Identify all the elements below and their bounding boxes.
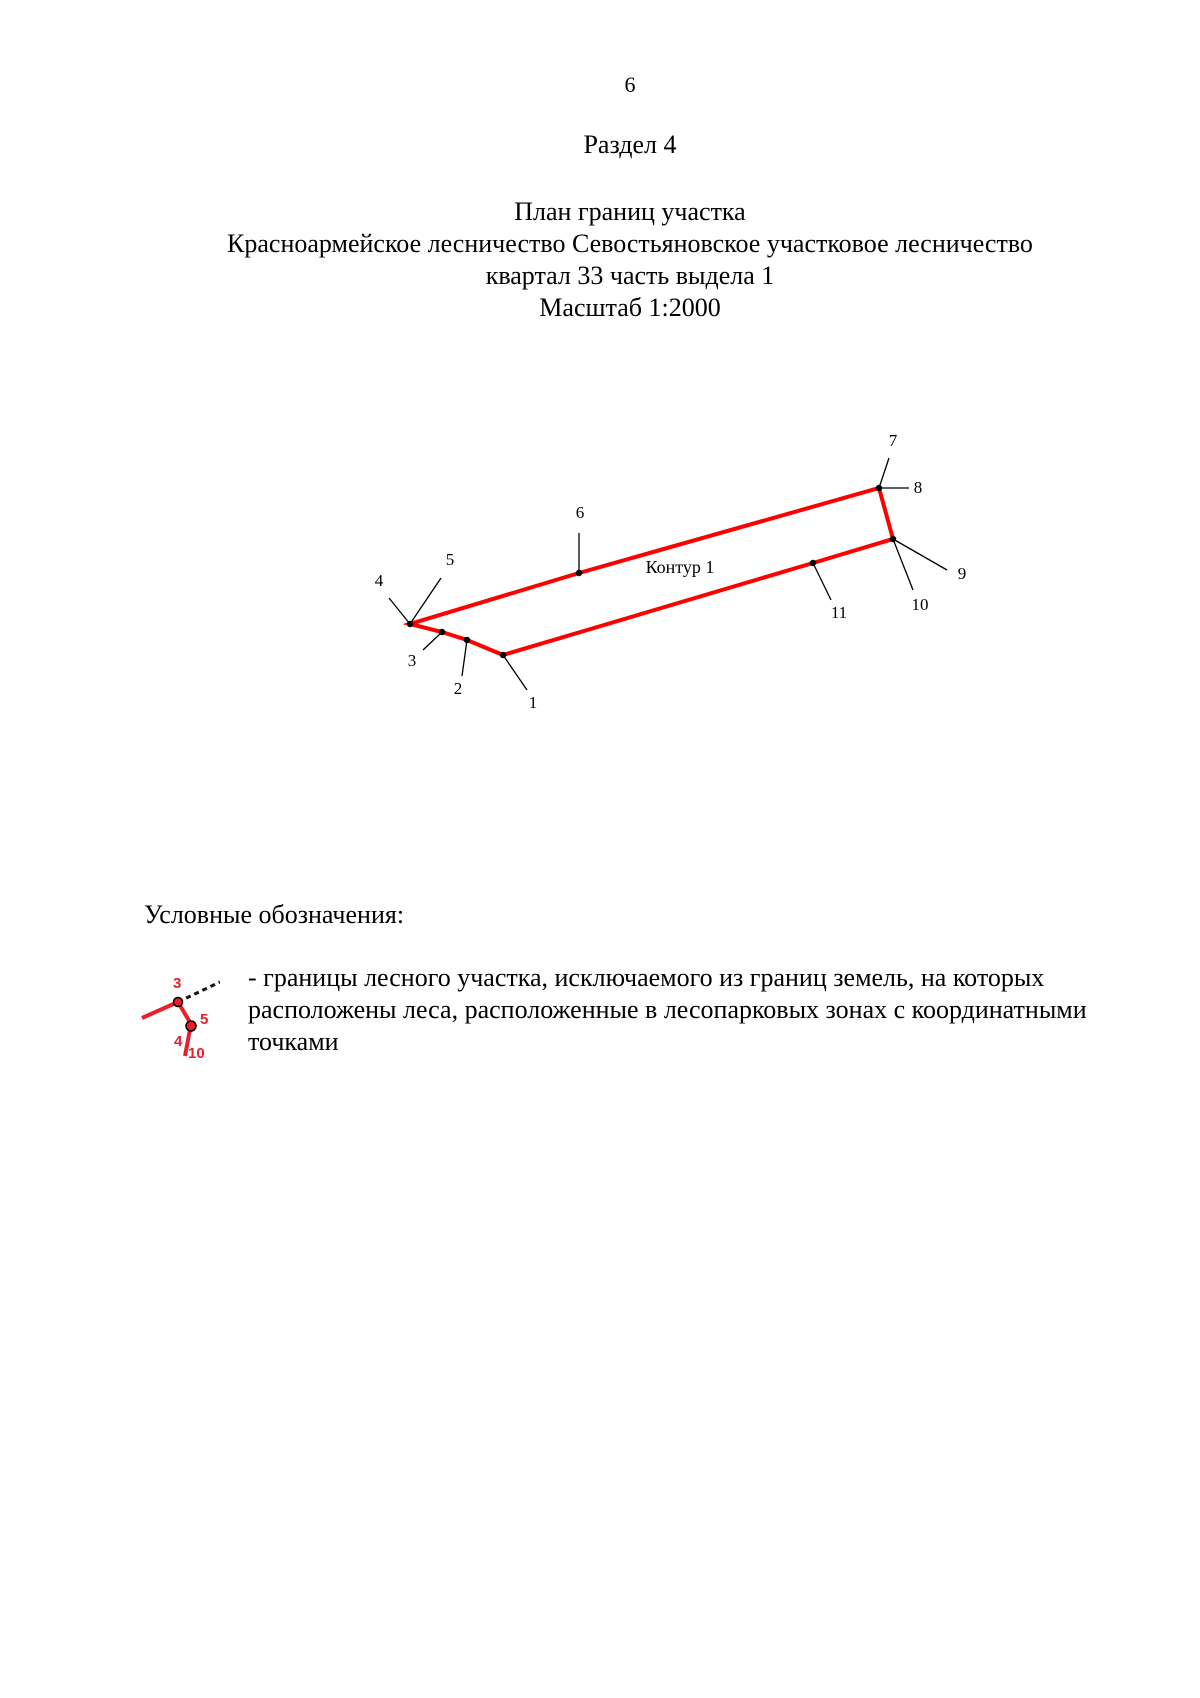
section-title: Раздел 4 bbox=[583, 130, 677, 159]
point-label-10: 10 bbox=[911, 595, 929, 614]
point-label-1: 1 bbox=[528, 693, 538, 712]
quarter-info: квартал 33 часть выдела 1 bbox=[485, 261, 775, 290]
legend-title: Условные обозначения: bbox=[144, 900, 405, 929]
boundary-point-6 bbox=[576, 570, 582, 576]
point-label-9: 9 bbox=[957, 564, 967, 583]
boundary-point-7 bbox=[876, 485, 882, 491]
boundary-point-3 bbox=[439, 629, 445, 635]
legend-label: 10 bbox=[188, 1045, 205, 1058]
scale-label: Масштаб 1:2000 bbox=[539, 293, 721, 322]
leader-line-2 bbox=[462, 640, 467, 676]
legend-point-marker bbox=[186, 1021, 196, 1031]
forestry-name: Красноармейское лесничество Севостьяновское участковое лесничество bbox=[227, 229, 1033, 258]
leader-line-1 bbox=[503, 655, 527, 690]
page-number: 6 bbox=[624, 72, 636, 97]
boundary-legend-symbol bbox=[140, 968, 220, 1058]
plan-title: План границ участка bbox=[514, 197, 746, 226]
leader-line-4 bbox=[389, 598, 410, 624]
point-label-4: 4 bbox=[374, 571, 384, 590]
leader-line-7 bbox=[879, 458, 889, 488]
legend-description: - границы лесного участка, исключаемого из границ земель, на которых расположены леса, расположенные в лесопарковых зонах с координатными точками bbox=[248, 963, 1087, 1056]
legend-label: 4 bbox=[174, 1033, 183, 1050]
point-label-8: 8 bbox=[913, 478, 923, 497]
point-label-3: 3 bbox=[407, 651, 417, 670]
boundary-point-1 bbox=[500, 652, 506, 658]
leader-line-10 bbox=[893, 539, 913, 590]
point-label-6: 6 bbox=[575, 503, 585, 522]
leader-line-3 bbox=[423, 632, 442, 650]
boundary-point-4 bbox=[407, 621, 413, 627]
legend-boundary-segment bbox=[142, 1002, 178, 1018]
contour-label: Контур 1 bbox=[645, 557, 715, 577]
leader-line-9 bbox=[893, 539, 947, 570]
boundary-point-2 bbox=[464, 637, 470, 643]
leader-line-11 bbox=[813, 563, 831, 600]
legend-dashed-line bbox=[178, 982, 220, 1002]
point-label-11: 11 bbox=[830, 603, 848, 622]
legend-label: 5 bbox=[200, 1011, 209, 1028]
point-label-5: 5 bbox=[445, 550, 455, 569]
boundary-point-11 bbox=[810, 560, 816, 566]
boundary-point-9 bbox=[890, 536, 896, 542]
legend-point-marker bbox=[174, 998, 183, 1007]
point-label-7: 7 bbox=[888, 431, 898, 450]
legend-label: 3 bbox=[173, 975, 182, 992]
point-label-2: 2 bbox=[453, 679, 463, 698]
